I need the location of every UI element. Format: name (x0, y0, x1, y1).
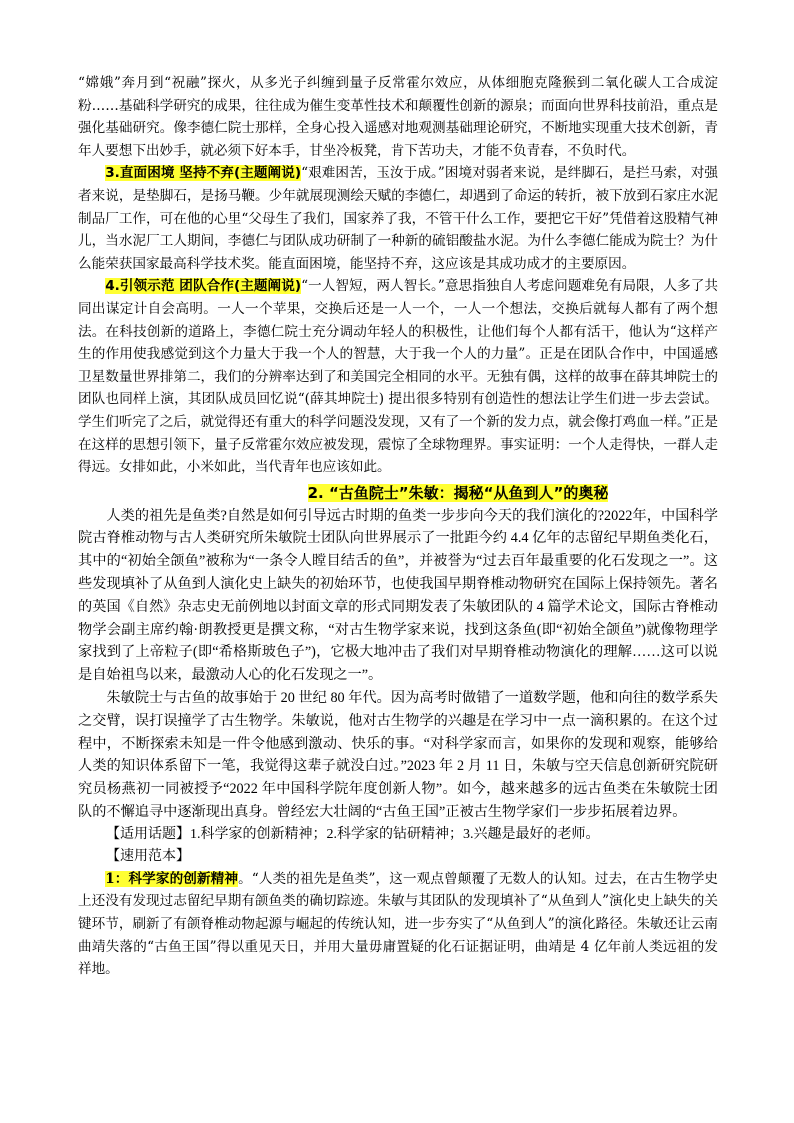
template-label: 【速用范本】 (106, 848, 190, 864)
paragraph-innovation-spirit-text: 。“人类的祖先是鱼类”，这一观点曾颠覆了无数人的认知。过去，在古生物学史上还没有发现过志留纪早期有颌鱼类的确切踪迹。朱敏与其团队的发现填补了“从鱼到人”演化史上缺失的关键环节，刷新了有颌脊椎动物起源与崛起的传统认知，进一步夯实了“从鱼到人”的演化路径。朱敏还让云南曲靖失落的“古鱼王国”得以重见天日，并用大量毋庸置疑的化石证据证明，曲靖是 4 亿年前人类远祖的发祥地。 (78, 870, 718, 978)
section-title (78, 481, 718, 505)
paragraph-teamwork (78, 275, 718, 478)
paragraph-zhu-min-story: 朱敏院士与古鱼的故事始于 20 世纪 80 年代。因为高考时做错了一道数学题，他和向往的数学系失之交臂，误打误撞学了古生物学。朱敏说，他对古生物学的兴趣是在学习中一点一滴积累的。在这个过程中，不断探索未知是一件令他感到激动、快乐的事。“对科学家而言，如果你的发现和观察，能够给人类的知识体系留下一笔，我觉得这辈子就没白过。”2023 年 2 月 11 日，朱敏与空天信息创新研究院研究员杨燕初一同被授予“2022 年中国科学院年度创新人物”。如今，越来越多的远古鱼类在朱敏院士团队的不懈追寻中逐渐现出真身。曾经宏大壮阔的“古鱼王国”正被古生物学家们一步步拓展着边界。 (78, 690, 718, 821)
paragraph-space-exploration: “嫦娥”奔月到“祝融”探火，从多光子纠缠到量子反常霍尔效应，从体细胞克隆猴到二氧化碳人工合成淀粉……基础科学研究的成果，往往成为催生变革性技术和颠覆性创新的源泉；而面向世界科技前沿，重点是强化基础研究。像李德仁院士那样，全身心投入遥感对地观测基础理论研究，不断地实现重大技术创新，青年人要想下出妙手，就必须下好本手，甘坐冷板凳，肯下苦功夫，才能不负青春，不负时代。 (78, 75, 718, 159)
subheading-innovation-spirit: 1：科学家的创新精神 (105, 870, 239, 887)
paragraph-face-difficulty (78, 162, 718, 275)
paragraph-teamwork-text: “一人智短，两人智长。”意思指独自人考虑问题难免有局限，人多了共同出谋定计自会高明。一人一个苹果，交换后还是一人一个，一人一个想法，交换后就每人都有了两个想法。在科技创新的道路上，李德仁院士充分调动年轻人的积极性，让他们每个人都有活干，他认为“这样产生的作用使我感觉到这个力量大于我一个人的智慧，大于我一个人的力量”。正是在团队合作中，中国遥感卫星数量世界排第二，我们的分辨率达到了和美国完全相同的水平。无独有偶，这样的故事在薛其坤院士的团队也同样上演，其团队成员回忆说“(薛其坤院士) 提出很多特别有创造性的想法让学生们进一步去尝试。学生们听完了之后，就觉得还有重大的科学问题没发现，又有了一个新的发力点，就会像打鸡血一样。”正是在这样的思想引领下，量子反常霍尔效应被发现，震惊了全球物理界。事实证明：一个人走得快，一群人走得远。女排如此，小米如此，当代青年也应该如此。 (78, 278, 718, 476)
paragraph-innovation-spirit (78, 868, 718, 981)
applicable-topics: 【适用话题】1.科学家的创新精神；2.科学家的钻研精神；3.兴趣是最好的老师。 (106, 826, 600, 842)
paragraph-face-difficulty-text: “艰难困苦，玉汝于成。”困境对弱者来说，是绊脚石，是拦马索，对强者来说，是垫脚石，是扬马鞭。少年就展现测绘天赋的李德仁，却遇到了命运的转折，被下放到石家庄水泥制品厂工作，可在他的心里“父母生了我们，国家养了我，不管干什么工作，要把它干好”凭借着这股精气神儿，当水泥厂工人期间，李德仁与团队成功研制了一种新的硫铝酸盐水泥。为什么李德仁能成为院士？为什么能荣获国家最高科学技术奖。能直面困境，能坚持不弃，这应该是其成功成才的主要原因。 (78, 165, 718, 272)
subheading-teamwork: 4.引领示范 团队合作(主题阐说) (105, 278, 302, 295)
paragraph-fish-ancestor: 人类的祖先是鱼类?自然是如何引导远古时期的鱼类一步步向今天的我们演化的?2022年，中国科学院古脊椎动物与古人类研究所朱敏院士团队向世界展示了一批距今约 4.4 亿年的志留纪早期鱼类化石，其中的“初始全颌鱼”被称为“一条令人瞠目结舌的鱼”，并被誉为“过去百年最重要的化石发现之一”。这些发现填补了从鱼到人演化史上缺失的初始环节，也使我国早期脊椎动物研究在国际上保持领先。著名的英国《自然》杂志史无前例地以封面文章的形式同期发表了朱敏团队的 4 篇学术论文，国际古脊椎动物学会副主席约翰·朗教授更是撰文称，“对古生物学家来说，找到这条鱼(即“初始全颌鱼”)就像物理学家找到了上帝粒子(即“希格斯玻色子”)，它极大地冲击了我们对早期脊椎动物演化的理解……这可以说是自始祖鸟以来，最激动人心的化石发现之一”。 (78, 507, 718, 684)
section-title-text: 2. “古鱼院士”朱敏：揭秘“从鱼到人”的奥秘 (307, 483, 609, 502)
document-page (78, 72, 718, 981)
subheading-face-difficulty: 3.直面困境 坚持不弃(主题阐说) (105, 165, 302, 182)
